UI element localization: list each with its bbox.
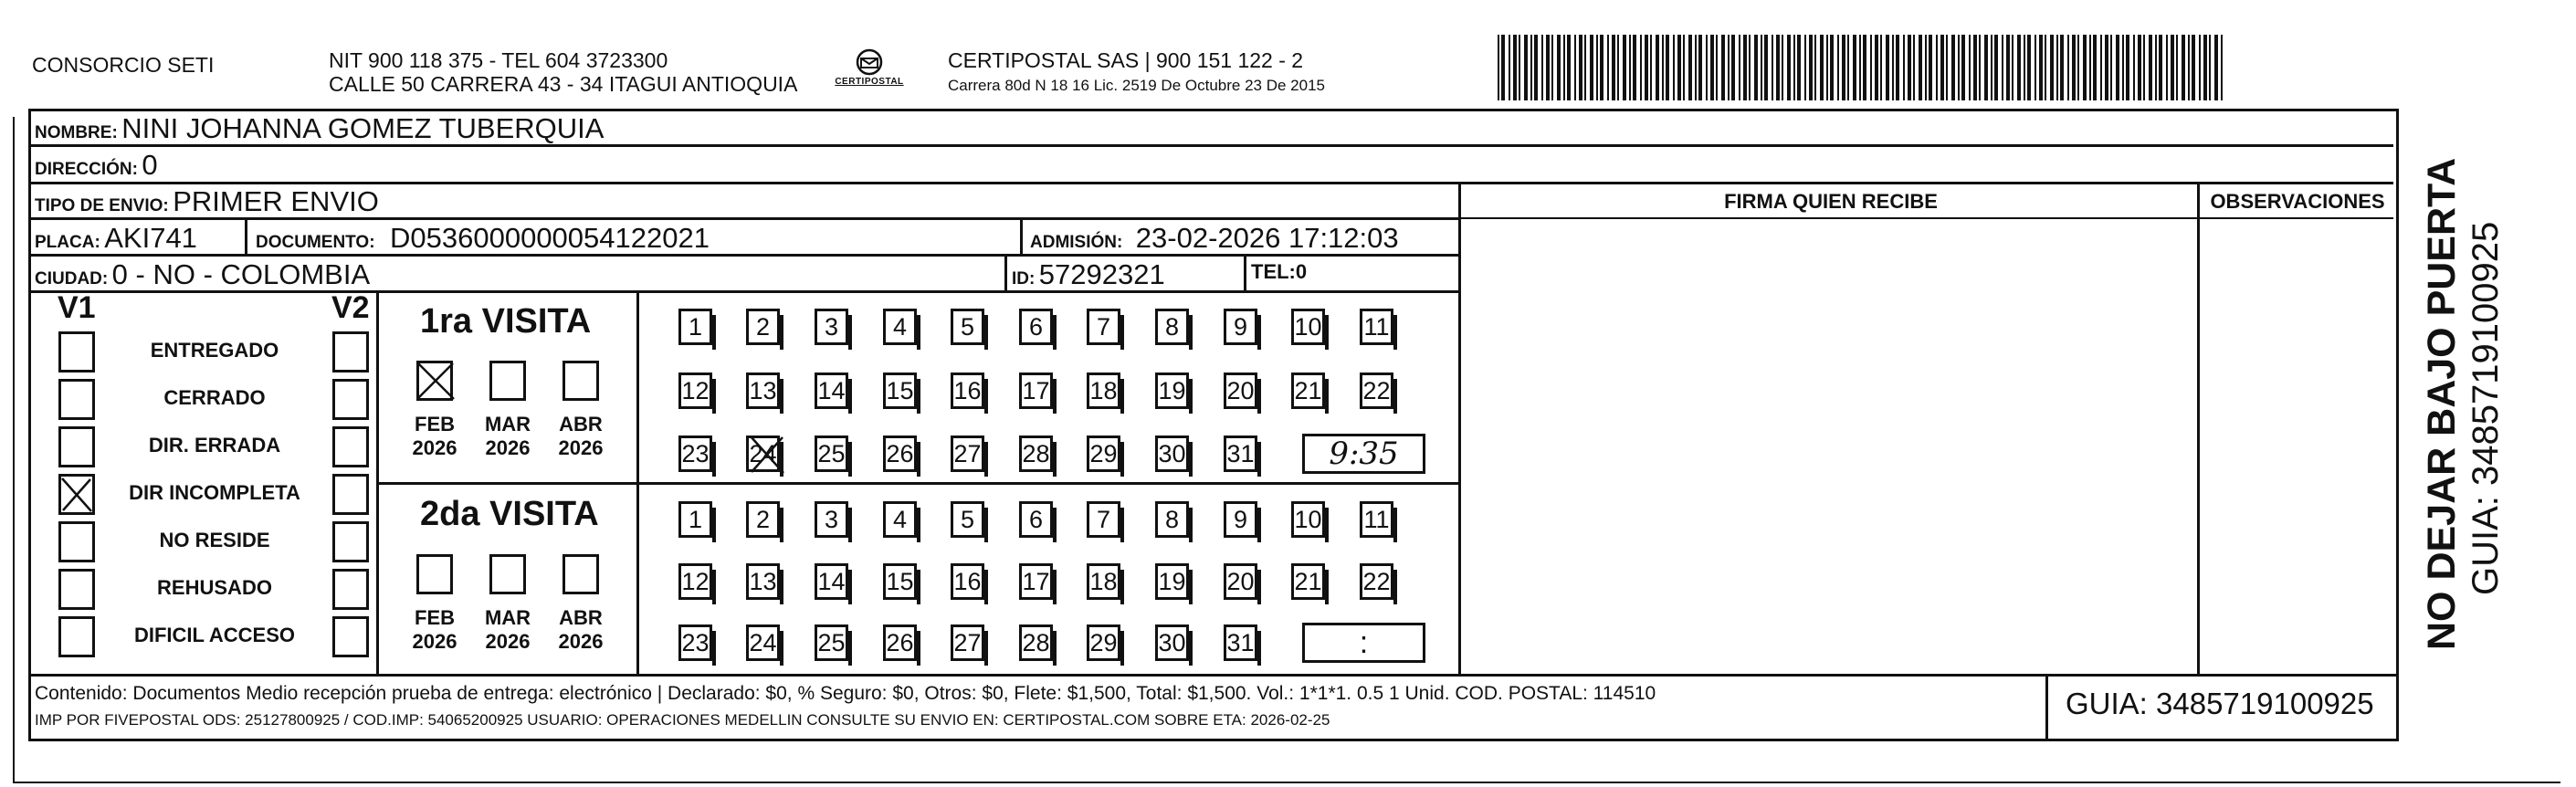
barcode-bar xyxy=(1666,35,1669,100)
day-box[interactable]: 8 xyxy=(1155,309,1189,345)
day-box[interactable]: 28 xyxy=(1019,624,1053,661)
barcode-bar xyxy=(1820,35,1824,100)
nit-line: NIT 900 118 375 - TEL 604 3723300 xyxy=(329,48,668,72)
day-box[interactable]: 14 xyxy=(815,563,848,600)
barcode-bar xyxy=(1793,35,1795,100)
month-label xyxy=(400,413,469,460)
barcode-bar xyxy=(1979,35,1981,100)
barcode-bar xyxy=(2159,35,2162,100)
barcode-bar xyxy=(1567,35,1571,100)
day-box[interactable]: 4 xyxy=(883,501,917,538)
day-box[interactable]: 10 xyxy=(1291,501,1325,538)
barcode-bar xyxy=(1546,35,1550,100)
month-label xyxy=(546,413,615,460)
day-box[interactable]: 26 xyxy=(883,435,917,472)
v2-checkbox[interactable] xyxy=(332,474,369,515)
barcode-bar xyxy=(1534,35,1538,100)
day-box[interactable]: 27 xyxy=(951,435,984,472)
barcode-bar xyxy=(1716,35,1718,100)
barcode-bar xyxy=(1903,35,1905,100)
barcode-bar xyxy=(2067,35,2069,100)
barcode-bar xyxy=(2199,35,2201,100)
month-label xyxy=(400,606,469,654)
day-box[interactable]: 20 xyxy=(1224,373,1257,409)
barcode-bar xyxy=(2100,35,2102,100)
barcode-bar xyxy=(1698,35,1702,100)
barcode-bar xyxy=(1994,35,1998,100)
id-cell: ID: 57292321 xyxy=(1012,258,1165,290)
barcode-bar xyxy=(1721,35,1725,100)
barcode-bar xyxy=(1913,35,1915,100)
id-value: 57292321 xyxy=(1038,258,1165,290)
barcode-bar xyxy=(1908,35,1911,100)
address-line: CALLE 50 CARRERA 43 - 34 ITAGUI ANTIOQUIA xyxy=(329,72,798,96)
barcode-bar xyxy=(1710,35,1714,100)
company-name: CONSORCIO SETI xyxy=(32,53,215,77)
barcode-bar xyxy=(1826,35,1828,100)
barcode-bar xyxy=(2122,35,2124,100)
day-box[interactable]: 11 xyxy=(1360,309,1393,345)
status-label: DIR INCOMPLETA xyxy=(129,481,300,504)
barcode-bar xyxy=(2089,35,2091,100)
admision-cell: ADMISIÓN: 23-02-2026 17:12:03 xyxy=(1030,222,1399,254)
month-checkbox[interactable] xyxy=(489,361,526,401)
barcode-bar xyxy=(1958,35,1960,100)
barcode-bar xyxy=(2143,35,2145,100)
day-box[interactable]: 11 xyxy=(1360,501,1393,538)
envelope-logo-icon xyxy=(833,44,906,99)
barcode-bar xyxy=(1991,35,1992,100)
barcode-bar xyxy=(1936,35,1938,100)
barcode-bar xyxy=(2209,35,2211,100)
day-box[interactable]: 7 xyxy=(1087,501,1120,538)
nombre-label: NOMBRE: xyxy=(35,123,118,142)
barcode-bar xyxy=(1677,35,1681,100)
v1-checkbox[interactable] xyxy=(58,331,95,373)
v1-checkbox[interactable] xyxy=(58,379,95,420)
barcode-bar xyxy=(2182,35,2185,100)
day-box[interactable]: 30 xyxy=(1155,624,1189,661)
tipo-row xyxy=(35,185,379,218)
day-box[interactable]: 5 xyxy=(951,309,984,345)
barcode-bar xyxy=(2083,35,2087,100)
barcode-bar xyxy=(1509,35,1510,100)
status-label: DIR. ERRADA xyxy=(148,434,281,456)
barcode-icon xyxy=(1498,35,2226,100)
day-box[interactable]: 31 xyxy=(1224,435,1257,472)
day-box[interactable]: 1 xyxy=(678,309,712,345)
barcode-bar xyxy=(1859,35,1861,100)
barcode-bar xyxy=(2012,35,2013,100)
barcode-bar xyxy=(1787,35,1791,100)
barcode-bar xyxy=(1761,35,1762,100)
day-box[interactable]: 10 xyxy=(1291,309,1325,345)
day-box[interactable]: 29 xyxy=(1087,435,1120,472)
barcode-bar xyxy=(1551,35,1553,100)
barcode-bar xyxy=(1743,35,1747,100)
barcode-bar xyxy=(1804,35,1806,100)
barcode-bar xyxy=(1875,35,1878,100)
status-label: ENTREGADO xyxy=(150,339,279,362)
admision-value: 23-02-2026 17:12:03 xyxy=(1135,222,1399,254)
barcode-bar xyxy=(1880,35,1882,100)
barcode-bar xyxy=(1863,35,1866,100)
barcode-bar xyxy=(1584,35,1586,100)
time-field[interactable]: : xyxy=(1302,623,1425,663)
feb-visit1-check-mark-icon xyxy=(415,361,456,401)
barcode-bar xyxy=(1640,35,1642,100)
v2-checkbox[interactable] xyxy=(332,569,369,610)
day-box[interactable]: 8 xyxy=(1155,501,1189,538)
status-label: NO RESIDE xyxy=(159,529,270,551)
direccion-value: 0 xyxy=(142,149,158,181)
tel-cell: TEL:0 xyxy=(1251,260,1308,283)
barcode-bar xyxy=(2116,35,2119,100)
day-box[interactable]: 21 xyxy=(1291,373,1325,409)
tipo-label: TIPO DE ENVIO: xyxy=(35,196,169,215)
barcode-bar xyxy=(1754,35,1758,100)
month-year: 2026 xyxy=(412,630,457,653)
barcode-bar xyxy=(1929,35,1932,100)
day-box[interactable]: 22 xyxy=(1360,563,1393,600)
day-box[interactable]: 17 xyxy=(1019,373,1053,409)
barcode-bar xyxy=(2110,35,2112,100)
month-label xyxy=(546,606,615,654)
time-field[interactable]: 9:35 xyxy=(1302,434,1425,474)
nombre-value: NINI JOHANNA GOMEZ TUBERQUIA xyxy=(121,112,605,144)
day-box[interactable]: 2 xyxy=(746,309,780,345)
barcode-bar xyxy=(2027,35,2031,100)
month-label xyxy=(473,413,542,460)
barcode-bar xyxy=(1683,35,1685,100)
day-box[interactable]: 12 xyxy=(678,373,712,409)
barcode-bar xyxy=(1579,35,1582,100)
direccion-row xyxy=(35,149,158,182)
imp-text: IMP POR FIVEPOSTAL ODS: 25127800925 / COD.IMP: 54065200925 USUARIO: OPERACIONES MEDELLIN CONSULTE SU ENVIO EN: CERTIPOSTAL.COM SOBRE ETA: 2026-02-25 xyxy=(35,711,1330,729)
v2-checkbox[interactable] xyxy=(332,331,369,373)
day-box[interactable]: 3 xyxy=(815,501,848,538)
v2-checkbox[interactable] xyxy=(332,521,369,562)
contenido-text: Contenido: Documentos Medio recepción prueba de entrega: electrónico | Declarado: $0, % Seguro: $0, Otros: $0, Flete: $1,500, Total: $1,500. Vol.: 1*1*1. 0.5 1 Unid. COD. POSTAL: 114510 xyxy=(35,683,1656,704)
barcode-bar xyxy=(1969,35,1971,100)
observaciones-header: OBSERVACIONES xyxy=(2210,190,2385,213)
barcode-bar xyxy=(1984,35,1988,100)
day-box[interactable]: 5 xyxy=(951,501,984,538)
barcode-bar xyxy=(2077,35,2079,100)
day-box[interactable]: 25 xyxy=(815,624,848,661)
barcode-bar xyxy=(1688,35,1692,100)
barcode-bar xyxy=(1842,35,1845,100)
day-box[interactable]: 26 xyxy=(883,624,917,661)
v1-checkbox[interactable] xyxy=(58,521,95,562)
barcode-bar xyxy=(1853,35,1856,100)
barcode-bar xyxy=(1590,35,1593,100)
day-box[interactable]: 30 xyxy=(1155,435,1189,472)
month-name: ABR xyxy=(559,606,603,629)
day-box[interactable]: 13 xyxy=(746,373,780,409)
day-box[interactable]: 31 xyxy=(1224,624,1257,661)
barcode-bar xyxy=(1706,35,1708,100)
barcode-bar xyxy=(2035,35,2036,100)
barcode-bar xyxy=(2056,35,2058,100)
barcode-bar xyxy=(1870,35,1872,100)
barcode-bar xyxy=(1837,35,1839,100)
barcode-bar xyxy=(1776,35,1780,100)
barcode-bar xyxy=(1695,35,1697,100)
nombre-row xyxy=(35,112,604,145)
day-24-check-mark-icon xyxy=(749,435,785,475)
day-box[interactable]: 9 xyxy=(1224,501,1257,538)
barcode-bar xyxy=(2214,35,2218,100)
barcode-bar xyxy=(1612,35,1615,100)
month-year: 2026 xyxy=(485,630,531,653)
barcode-bar xyxy=(1498,35,1499,100)
day-box[interactable]: 6 xyxy=(1019,501,1053,538)
day-box[interactable]: 3 xyxy=(815,309,848,345)
barcode-bar xyxy=(2006,35,2010,100)
barcode-bar xyxy=(1847,35,1849,100)
day-box[interactable]: 24 xyxy=(746,435,780,472)
barcode-bar xyxy=(1574,35,1576,100)
day-box[interactable]: 19 xyxy=(1155,563,1189,600)
barcode-bar xyxy=(2138,35,2141,100)
day-box[interactable]: 18 xyxy=(1087,373,1120,409)
firma-header: FIRMA QUIEN RECIBE xyxy=(1724,190,1938,213)
day-box[interactable]: 29 xyxy=(1087,624,1120,661)
barcode-bar xyxy=(1673,35,1675,100)
barcode-bar xyxy=(1617,35,1619,100)
barcode-bar xyxy=(2203,35,2207,100)
day-box[interactable]: 7 xyxy=(1087,309,1120,345)
day-box[interactable]: 17 xyxy=(1019,563,1053,600)
day-box[interactable]: 22 xyxy=(1360,373,1393,409)
barcode-bar xyxy=(2155,35,2157,100)
barcode-bar xyxy=(1656,35,1659,100)
barcode-bar xyxy=(1940,35,1944,100)
barcode-bar xyxy=(2149,35,2152,100)
day-box[interactable]: 1 xyxy=(678,501,712,538)
documento-value: D0536000000054122021 xyxy=(390,222,710,254)
month-name: FEB xyxy=(415,606,455,629)
day-box[interactable]: 6 xyxy=(1019,309,1053,345)
day-box[interactable]: 28 xyxy=(1019,435,1053,472)
day-box[interactable]: 23 xyxy=(678,624,712,661)
barcode-bar xyxy=(1749,35,1751,100)
barcode-bar xyxy=(1814,35,1816,100)
barcode-bar xyxy=(1501,35,1505,100)
month-year: 2026 xyxy=(558,630,604,653)
certipostal-logo xyxy=(833,44,906,99)
barcode-bar xyxy=(2188,35,2190,100)
day-box[interactable]: 20 xyxy=(1224,563,1257,600)
v2-label: V2 xyxy=(331,290,370,325)
v1-checkbox[interactable] xyxy=(58,569,95,610)
barcode-bar xyxy=(2171,35,2174,100)
barcode-bar xyxy=(1629,35,1631,100)
barcode-bar xyxy=(1623,35,1626,100)
month-checkbox[interactable] xyxy=(563,554,599,594)
day-box[interactable]: 14 xyxy=(815,373,848,409)
month-year: 2026 xyxy=(558,436,604,459)
barcode-bar xyxy=(1563,35,1565,100)
status-label: REHUSADO xyxy=(157,576,272,599)
barcode-bar xyxy=(2024,35,2025,100)
day-box[interactable]: 19 xyxy=(1155,373,1189,409)
barcode-bar xyxy=(1662,35,1664,100)
v1-label: V1 xyxy=(58,290,96,325)
second-visit-title: 2da VISITA xyxy=(420,495,599,533)
month-name: MAR xyxy=(484,606,531,629)
month-checkbox[interactable] xyxy=(563,361,599,401)
day-box[interactable]: 9 xyxy=(1224,309,1257,345)
barcode-bar xyxy=(2192,35,2195,100)
barcode-bar xyxy=(1633,35,1636,100)
barcode-bar xyxy=(1596,35,1598,100)
barcode-bar xyxy=(1650,35,1652,100)
v2-checkbox[interactable] xyxy=(332,616,369,657)
tipo-value: PRIMER ENVIO xyxy=(173,185,379,217)
barcode-bar xyxy=(1809,35,1813,100)
barcode-bar xyxy=(2060,35,2064,100)
barcode-bar xyxy=(2039,35,2043,100)
barcode-bar xyxy=(1530,35,1532,100)
barcode-bar xyxy=(2002,35,2003,100)
barcode-bar xyxy=(1946,35,1948,100)
barcode-bar xyxy=(2017,35,2021,100)
documento-cell: DOCUMENTO: D0536000000054122021 xyxy=(256,222,710,254)
barcode xyxy=(1498,35,2226,100)
barcode-bar xyxy=(1830,35,1834,100)
day-box[interactable]: 13 xyxy=(746,563,780,600)
barcode-bar xyxy=(2221,35,2223,100)
barcode-bar xyxy=(1645,35,1648,100)
barcode-bar xyxy=(1886,35,1889,100)
barcode-bar xyxy=(1764,35,1768,100)
month-label xyxy=(473,606,542,654)
direccion-label: DIRECCIÓN: xyxy=(35,160,138,179)
barcode-bar xyxy=(1557,35,1561,100)
barcode-bar xyxy=(2166,35,2168,100)
v1-checkbox[interactable] xyxy=(58,426,95,467)
barcode-bar xyxy=(1896,35,1899,100)
day-box[interactable]: 18 xyxy=(1087,563,1120,600)
status-label: DIFICIL ACCESO xyxy=(133,624,295,646)
barcode-bar xyxy=(2072,35,2076,100)
barcode-bar xyxy=(1892,35,1894,100)
barcode-bar xyxy=(2050,35,2054,100)
day-box[interactable]: 25 xyxy=(815,435,848,472)
day-box[interactable]: 27 xyxy=(951,624,984,661)
barcode-bar xyxy=(1728,35,1730,100)
day-box[interactable]: 21 xyxy=(1291,563,1325,600)
v2-checkbox[interactable] xyxy=(332,379,369,420)
license-line: Carrera 80d N 18 16 Lic. 2519 De Octubre 23 De 2015 xyxy=(948,77,1325,94)
day-box[interactable]: 16 xyxy=(951,373,984,409)
logo-text: CERTIPOSTAL xyxy=(835,77,904,87)
day-box[interactable]: 15 xyxy=(883,563,917,600)
month-name: MAR xyxy=(484,413,531,435)
month-name: FEB xyxy=(415,413,455,435)
status-label: CERRADO xyxy=(163,386,266,409)
ciudad-value: 0 - NO - COLOMBIA xyxy=(111,258,371,290)
day-box[interactable]: 23 xyxy=(678,435,712,472)
side-warning: NO DEJAR BAJO PUERTA xyxy=(2420,157,2464,650)
side-guia: GUIA: 3485719100925 xyxy=(2466,221,2506,595)
placa-value: AKI741 xyxy=(104,222,197,254)
barcode-bar xyxy=(1607,35,1609,100)
barcode-bar xyxy=(2176,35,2178,100)
day-box[interactable]: 12 xyxy=(678,563,712,600)
day-box[interactable]: 24 xyxy=(746,624,780,661)
barcode-bar xyxy=(1925,35,1927,100)
barcode-bar xyxy=(1772,35,1773,100)
day-box[interactable]: 2 xyxy=(746,501,780,538)
barcode-bar xyxy=(1782,35,1783,100)
barcode-bar xyxy=(1513,35,1517,100)
barcode-bar xyxy=(2133,35,2135,100)
barcode-bar xyxy=(1973,35,1977,100)
barcode-bar xyxy=(1600,35,1603,100)
barcode-bar xyxy=(1961,35,1965,100)
barcode-bar xyxy=(1541,35,1543,100)
day-box[interactable]: 15 xyxy=(883,373,917,409)
month-checkbox[interactable] xyxy=(489,554,526,594)
barcode-bar xyxy=(1519,35,1520,100)
placa-cell: PLACA: AKI741 xyxy=(35,222,197,254)
day-box[interactable]: 16 xyxy=(951,563,984,600)
day-box[interactable]: 4 xyxy=(883,309,917,345)
month-name: ABR xyxy=(559,413,603,435)
month-year: 2026 xyxy=(485,436,531,459)
barcode-bar xyxy=(2126,35,2129,100)
month-year: 2026 xyxy=(412,436,457,459)
v2-checkbox[interactable] xyxy=(332,426,369,467)
left-margin-line xyxy=(13,117,15,783)
barcode-bar xyxy=(1524,35,1528,100)
v1-check-mark-icon xyxy=(60,477,93,513)
first-visit-title: 1ra VISITA xyxy=(420,302,592,341)
ciudad-cell: CIUDAD: 0 - NO - COLOMBIA xyxy=(35,258,371,290)
barcode-bar xyxy=(2093,35,2097,100)
tel-value: 0 xyxy=(1295,260,1308,283)
barcode-bar xyxy=(1731,35,1735,100)
barcode-bar xyxy=(1951,35,1955,100)
v1-checkbox[interactable] xyxy=(58,616,95,657)
barcode-bar xyxy=(2105,35,2108,100)
barcode-bar xyxy=(1797,35,1801,100)
carrier-line: CERTIPOSTAL SAS | 900 151 122 - 2 xyxy=(948,48,1304,72)
barcode-bar xyxy=(1739,35,1740,100)
barcode-bar xyxy=(1919,35,1922,100)
bottom-margin-line xyxy=(13,782,2560,783)
month-checkbox[interactable] xyxy=(416,554,453,594)
barcode-bar xyxy=(2045,35,2046,100)
footer-guia: GUIA: 3485719100925 xyxy=(2066,687,2374,720)
